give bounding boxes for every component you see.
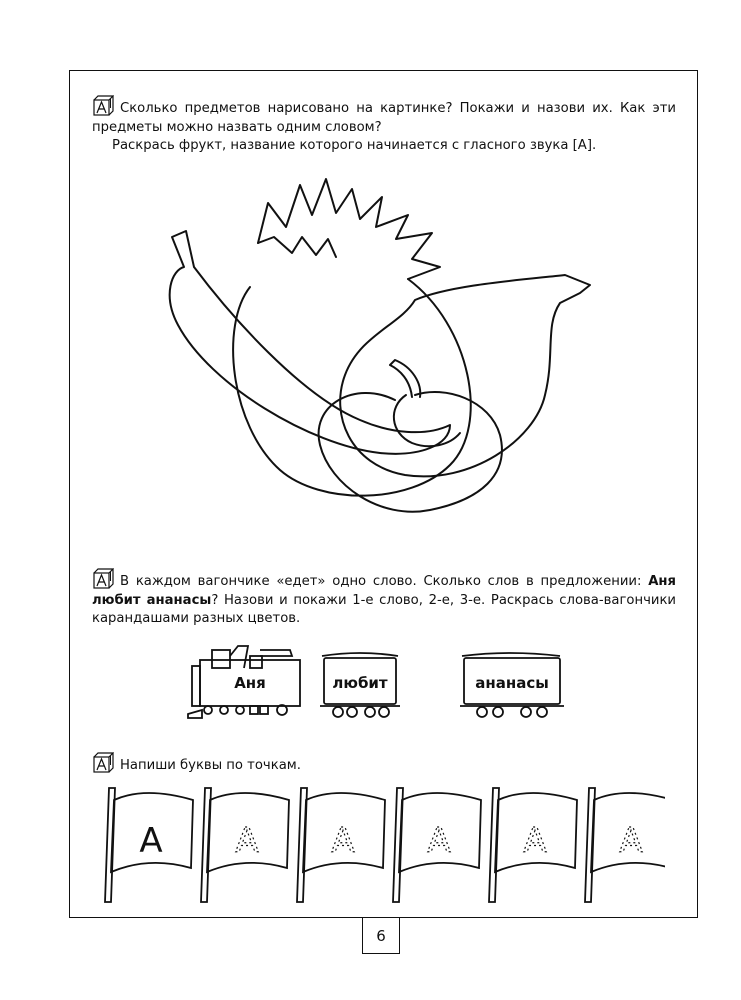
banana — [170, 231, 450, 454]
wagon-word-1: Аня — [234, 674, 266, 692]
abc-block-icon — [92, 752, 114, 774]
flag-letter: А — [619, 821, 643, 861]
wagon-word-3: ананасы — [475, 674, 549, 692]
task3-instruction: Напиши буквы по точкам. — [120, 758, 301, 773]
apple-stem — [390, 360, 420, 397]
abc-block-icon — [92, 568, 114, 590]
task2-text-before: В каждом вагончике «едет» одно слово. Сколько слов в предложении: — [120, 574, 649, 589]
pineapple-leaves-left — [258, 237, 336, 257]
apple — [319, 392, 502, 512]
flag-letter: А — [331, 821, 355, 861]
flag-letter: А — [427, 821, 451, 861]
pineapple-crown — [258, 179, 440, 279]
abc-block-icon — [92, 95, 114, 117]
task3-text — [92, 752, 676, 776]
flag-letter: А — [523, 821, 547, 861]
task1-text — [92, 95, 676, 156]
flag-letter: А — [235, 821, 259, 861]
page-number: 6 — [362, 918, 400, 954]
pineapple-body — [233, 279, 471, 496]
apple-swirl — [394, 395, 460, 446]
pear — [340, 275, 590, 476]
task1-coloring-instruction: Раскрась фрукт, название которого начинается с гласного звука [А]. — [112, 138, 597, 153]
flags-illustration — [95, 786, 665, 906]
train-illustration — [180, 644, 590, 724]
wagon-word-2: любит — [332, 674, 388, 692]
task2-text-after: ? Назови и покажи 1-е слово, 2-е, 3-е. Раскрась слова-вагончики карандашами разных цветов. — [92, 592, 676, 626]
task2-text — [92, 568, 676, 629]
flag-letter: А — [139, 821, 163, 861]
task2-sentence: Аня любит ананасы — [92, 574, 676, 608]
fruits-illustration — [150, 175, 600, 540]
task1-question: Сколько предметов нарисовано на картинке? Покажи и назови их. Как эти предметы можно назвать одним словом? — [92, 101, 676, 135]
